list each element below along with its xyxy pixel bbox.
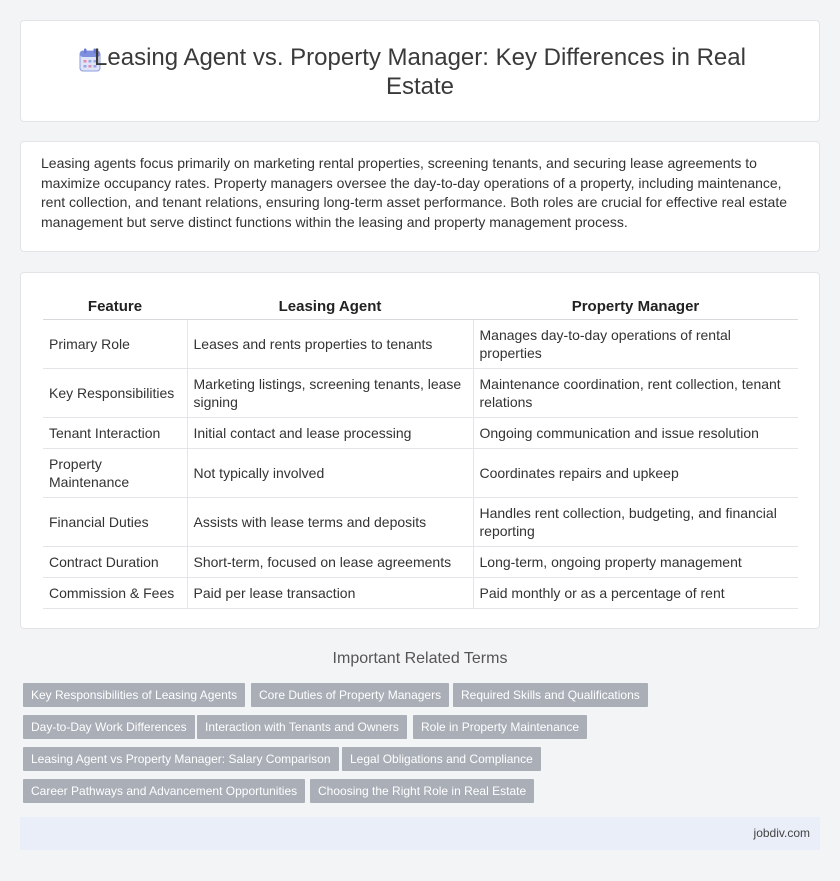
table-cell-property-manager: Coordinates repairs and upkeep	[473, 448, 798, 497]
related-tag-day-to-day[interactable]: Day-to-Day Work Differences	[23, 715, 195, 739]
related-tag-choosing-role[interactable]: Choosing the Right Role in Real Estate	[310, 779, 534, 803]
table-cell-leasing-agent: Initial contact and lease processing	[187, 417, 473, 448]
table-cell-leasing-agent: Paid per lease transaction	[187, 577, 473, 608]
related-tag-legal-obligations[interactable]: Legal Obligations and Compliance	[342, 747, 541, 771]
table-cell-feature: Primary Role	[43, 319, 187, 368]
table-cell-property-manager: Manages day-to-day operations of rental properties	[473, 319, 798, 368]
related-terms-title: Important Related Terms	[332, 650, 508, 667]
table-header-row	[43, 295, 798, 319]
header-card	[20, 20, 820, 122]
table-cell-property-manager: Paid monthly or as a percentage of rent	[473, 577, 798, 608]
table-cell-property-manager: Long-term, ongoing property management	[473, 546, 798, 577]
table-cell-leasing-agent: Not typically involved	[187, 448, 473, 497]
footer	[20, 817, 820, 850]
column-header-leasing-agent: Leasing Agent	[187, 295, 473, 319]
table-cell-feature: Commission & Fees	[43, 577, 187, 608]
column-header-feature: Feature	[43, 295, 187, 319]
table-cell-leasing-agent: Short-term, focused on lease agreements	[187, 546, 473, 577]
related-tag-maintenance-role[interactable]: Role in Property Maintenance	[413, 715, 587, 739]
table-row	[43, 546, 798, 577]
table-cell-feature: Tenant Interaction	[43, 417, 187, 448]
comparison-card	[20, 272, 820, 629]
column-header-property-manager: Property Manager	[473, 295, 798, 319]
related-tag-salary-comparison[interactable]: Leasing Agent vs Property Manager: Salary Comparison	[23, 747, 339, 771]
table-cell-feature: Property Maintenance	[43, 448, 187, 497]
related-tag-required-skills[interactable]: Required Skills and Qualifications	[453, 683, 648, 707]
table-row	[43, 368, 798, 417]
table-cell-feature: Key Responsibilities	[43, 368, 187, 417]
footer-site-link[interactable]: jobdiv.com	[753, 826, 810, 840]
table-row	[43, 448, 798, 497]
related-tag-interaction[interactable]: Interaction with Tenants and Owners	[197, 715, 407, 739]
table-cell-feature: Contract Duration	[43, 546, 187, 577]
table-cell-leasing-agent: Marketing listings, screening tenants, lease signing	[187, 368, 473, 417]
table-cell-feature: Financial Duties	[43, 497, 187, 546]
table-row	[43, 319, 798, 368]
comparison-table	[43, 295, 798, 609]
intro-card	[20, 141, 820, 252]
table-row	[43, 417, 798, 448]
table-cell-leasing-agent: Leases and rents properties to tenants	[187, 319, 473, 368]
related-tag-career-pathways[interactable]: Career Pathways and Advancement Opportunities	[23, 779, 305, 803]
table-cell-property-manager: Handles rent collection, budgeting, and financial reporting	[473, 497, 798, 546]
page-title: Leasing Agent vs. Property Manager: Key Differences in Real Estate	[94, 44, 746, 100]
table-cell-leasing-agent: Assists with lease terms and deposits	[187, 497, 473, 546]
table-row	[43, 577, 798, 608]
related-tag-core-duties[interactable]: Core Duties of Property Managers	[251, 683, 449, 707]
related-tag-key-responsibilities[interactable]: Key Responsibilities of Leasing Agents	[23, 683, 245, 707]
intro-paragraph: Leasing agents focus primarily on marketing rental properties, screening tenants, and securing lease agreements to maximize occupancy rates. Property managers oversee the day-to-day operations of a property, including maintenance, rent collection, and tenant relations, ensuring long-term asset performance. Both roles are crucial for effective real estate management but serve distinct functions within the leasing and property management process.	[41, 155, 788, 230]
table-cell-property-manager: Ongoing communication and issue resolution	[473, 417, 798, 448]
table-row	[43, 497, 798, 546]
table-cell-property-manager: Maintenance coordination, rent collection, tenant relations	[473, 368, 798, 417]
